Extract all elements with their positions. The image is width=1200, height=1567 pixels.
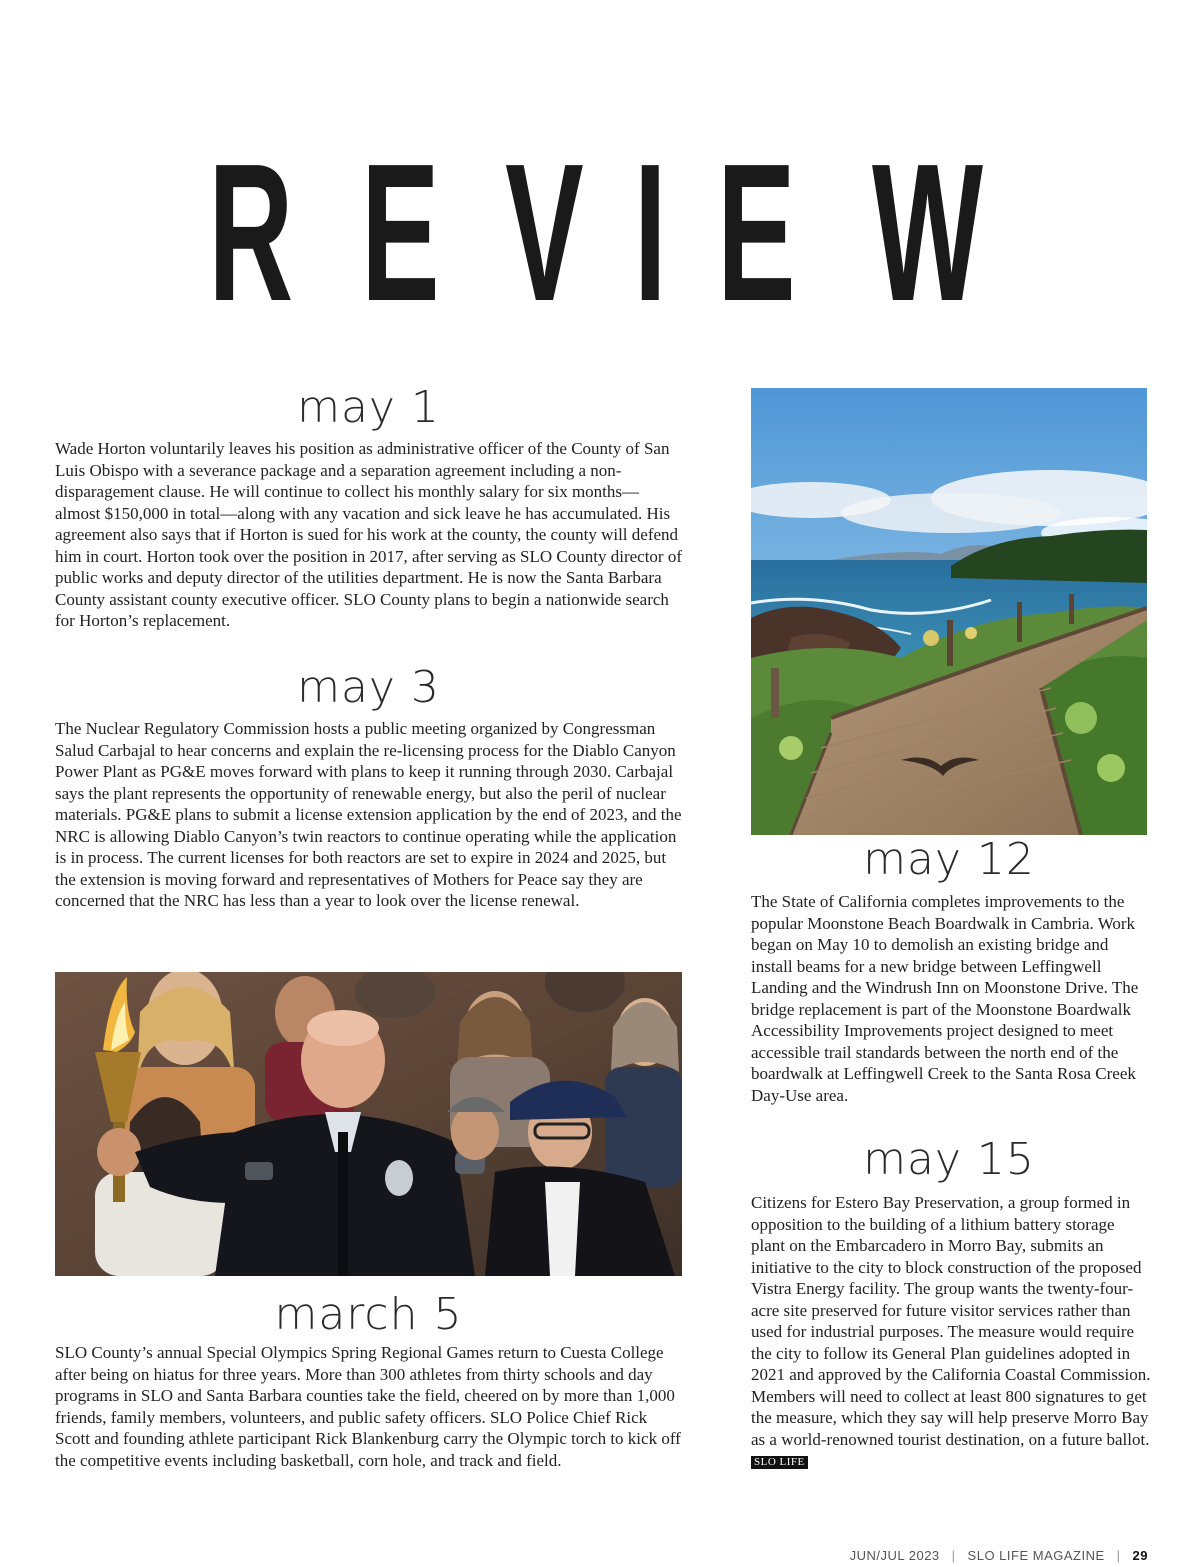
entry-date-march-5: march 5 [274, 1289, 463, 1340]
entry-date-may-3: may 3 [297, 662, 440, 713]
slo-life-end-mark: SLO LIFE [751, 1456, 808, 1469]
review-masthead [180, 123, 1020, 342]
entry-text-may-15 [751, 1192, 1151, 1472]
masthead-letter: R [208, 123, 294, 342]
entry-text-march-5: SLO County’s annual Special Olympics Spring Regional Games return to Cuesta College after being on hiatus for three years. More than 300 athletes from thirty schools and day programs in SLO and Santa Barbara counties take the field, cheered on by more than 1,000 friends, family members, volunteers, and public safety officers. SLO Police Chief Rick Scott and founding athlete participant Rick Blankenburg carry the Olympic torch to kick off the competitive events including basketball, corn hole, and track and field. [55, 1343, 681, 1470]
masthead-letter: I [633, 123, 667, 342]
footer-separator: | [951, 1548, 956, 1563]
entry-text-may-3: The Nuclear Regulatory Commission hosts a public meeting organized by Congressman Salud Carbajal to hear concerns and explain the re-licensing process for the Diablo Canyon Power Plant as PG&E moves forward with plans to keep it running through 2030. Carbajal says the plant represents the opportunity of renewable energy, but also the peril of nuclear materials. PG&E plans to submit a license extension application by the end of 2023, and the NRC is allowing Diablo Canyon’s twin reactors to continue operating while the application is in process. The current licenses for both reactors are set to expire in 2024 and 2025, but the extension is moving forward and representatives of Mothers for Peace say they are concerned that the NRC has less than a year to look over the license renewal. [55, 719, 682, 910]
masthead-letter: E [717, 123, 796, 342]
moonstone-boardwalk-photo [751, 388, 1147, 835]
page-number: 29 [1132, 1548, 1148, 1563]
masthead-letter: E [361, 123, 440, 342]
entry-date-may-12: may 12 [863, 834, 1035, 885]
entry-text-may-1: Wade Horton voluntarily leaves his position as administrative officer of the County of San Luis Obispo with a severance package and a separation agreement including a non-disparagement clause. He will continue to collect his monthly salary for six months—almost $150,000 in total—along with any vacation and sick leave he has accumulated. His agreement also says that if Horton is sued for his work at the county, the county will defend him in court. Horton took over the position in 2017, after serving as SLO County director of public works and deputy director of the utilities department. He is now the Santa Barbara County assistant county executive officer. SLO County plans to begin a nationwide search for Horton’s replacement. [55, 439, 683, 630]
entry-date-may-15: may 15 [863, 1134, 1035, 1185]
entry-text-may-15-body: Citizens for Estero Bay Preservation, a group formed in opposition to the building of a lithium battery storage plant on the Embarcadero in Morro Bay, submits an initiative to the city to block construction of the proposed Vistra Energy facility. The group wants the twenty-four-acre site preserved for future visitor services rather than used for industrial purposes. The measure would require the city to follow its General Plan guidelines adopted in 2021 and approved by the California Coastal Commission. Members will need to collect at least 800 signatures to get the measure, which they say will help preserve Morro Bay as a world-renowned tourist destination, on a future ballot. [751, 1193, 1151, 1449]
masthead-letter: V [505, 123, 584, 342]
footer-issue: JUN/JUL 2023 [849, 1548, 940, 1563]
masthead-letter: W [871, 123, 983, 342]
footer-separator: | [1116, 1548, 1121, 1563]
page-footer [700, 1545, 1148, 1567]
special-olympics-torch-photo [55, 972, 682, 1276]
entry-date-may-1: may 1 [297, 382, 440, 433]
entry-text-may-12: The State of California completes improvements to the popular Moonstone Beach Boardwalk in Cambria. Work began on May 10 to demolish an existing bridge and install beams for a new bridge between Leffingwell Landing and the Windrush Inn on Moonstone Drive. The bridge replacement is part of the Moonstone Boardwalk Accessibility Improvements project designed to meet accessible trail standards between the north end of the boardwalk at Leffingwell Creek to the Santa Rosa Creek Day-Use area. [751, 892, 1139, 1105]
footer-magazine: SLO LIFE MAGAZINE [967, 1548, 1105, 1563]
